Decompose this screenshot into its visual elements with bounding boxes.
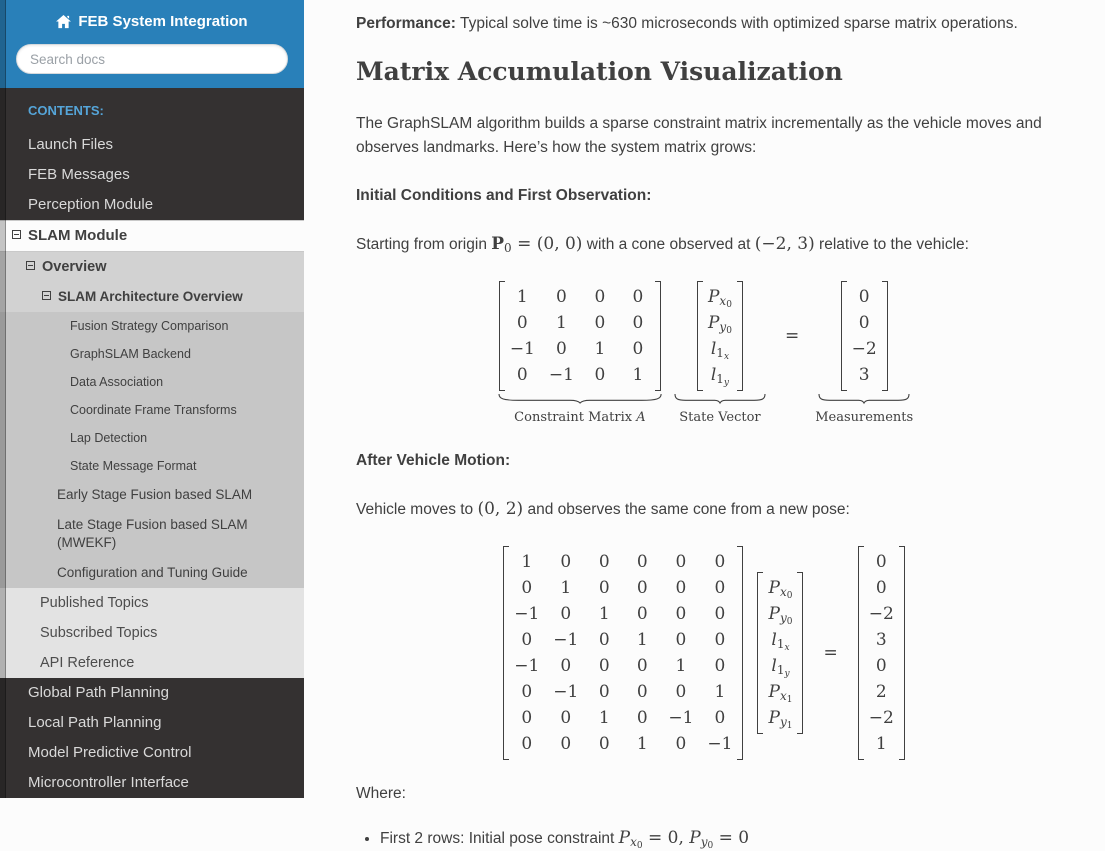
underbrace-icon (499, 394, 661, 403)
constraint-matrix-label: Constraint Matrix A (514, 410, 646, 425)
sidebar-item-label: Configuration and Tuning Guide (57, 565, 248, 580)
collapse-minus-icon[interactable] (12, 230, 21, 239)
measurements-vector-grid: 0 0 −2 3 0 2 −2 1 (858, 546, 905, 760)
sidebar-item-label: Data Association (70, 375, 164, 389)
sidebar-item[interactable] (0, 160, 304, 190)
sidebar-item-label: SLAM Module (28, 227, 128, 244)
state-vector (675, 281, 765, 425)
project-title: FEB System Integration (78, 13, 248, 30)
sidebar-item-label: Global Path Planning (28, 684, 169, 701)
sidebar-item[interactable] (0, 738, 304, 768)
state-vector-label: State Vector (679, 410, 761, 425)
sidebar-item-label: GraphSLAM Backend (70, 347, 191, 361)
subhead-motion: After Vehicle Motion: (356, 452, 511, 469)
sidebar-item-label: State Message Format (70, 459, 197, 473)
contents-caption: CONTENTS: (28, 103, 104, 118)
page-heading: Matrix Accumulation Visualization (356, 57, 843, 86)
sidebar-item[interactable] (0, 558, 304, 588)
sidebar-item-label: SLAM Architecture Overview (58, 289, 243, 304)
constraint-matrix-grid: 1 0 0 0 0 0 0 1 0 0 0 0 −1 0 1 0 0 0 0 −1 0 1 0 0 −1 0 0 0 1 0 0 −1 0 0 0 1 0 0 1 0 −1 0 0 0 0 1 0 −1 (503, 546, 743, 760)
sidebar-item[interactable] (0, 190, 304, 220)
sidebar-item[interactable] (0, 368, 304, 396)
sidebar-item-label: Model Predictive Control (28, 744, 192, 761)
project-home-link[interactable] (16, 13, 288, 31)
sidebar-item[interactable] (0, 480, 304, 510)
state-vector-grid: $P_{x_0}$ $P_{y_0}$ $l_{1_x}$ $l_{1_y}$ $P_{x_1}$ $P_{y_1}$ (757, 572, 803, 734)
main-content (304, 0, 1105, 851)
search-input[interactable] (16, 44, 288, 74)
sidebar-item-label: Launch Files (28, 136, 114, 153)
measurements-vector-grid: 0 0 −2 3 (841, 281, 888, 391)
bullet-item: • First 2 rows: Initial pose constraint $P_{x_0} = 0$, $P_{y_0} = 0$ (380, 826, 1052, 851)
sidebar-item[interactable] (0, 618, 304, 648)
para-initial: Starting from origin $P_0 = (0$, 0) with a cone observed at (−2, 3) relative to the vehicle: (356, 234, 969, 255)
measurements-label: Measurements (815, 410, 914, 425)
subhead-initial: Initial Conditions and First Observation: (356, 187, 652, 204)
sidebar-item-label: Microcontroller Interface (28, 774, 189, 791)
equals-sign: = (823, 643, 838, 663)
sidebar-scrollbar[interactable] (0, 0, 6, 798)
sidebar-item[interactable] (0, 708, 304, 738)
home-icon (56, 15, 71, 29)
sidebar-item[interactable] (0, 648, 304, 678)
sidebar-item-label: Overview (42, 259, 107, 275)
bullet-list (380, 826, 1052, 851)
sidebar-item[interactable] (0, 252, 304, 282)
nav-list (0, 130, 304, 798)
sidebar-item[interactable] (0, 130, 304, 160)
sidebar-item[interactable] (0, 510, 304, 558)
sidebar-item-label: Local Path Planning (28, 714, 162, 731)
collapse-minus-icon[interactable] (42, 291, 51, 300)
state-vector-grid: $P_{x_0}$ $P_{y_0}$ $l_{1_x}$ $l_{1_y}$ (697, 281, 743, 391)
sidebar-item[interactable] (0, 768, 304, 798)
constraint-matrix (499, 281, 661, 425)
sidebar-item[interactable] (0, 588, 304, 618)
sidebar-nav (0, 102, 304, 798)
sidebar-item[interactable] (0, 396, 304, 424)
sidebar-item-label: Early Stage Fusion based SLAM (57, 487, 253, 502)
equation-initial (356, 281, 1052, 425)
sidebar-item-label: Coordinate Frame Transforms (70, 403, 237, 417)
sidebar-item-label: Lap Detection (70, 431, 148, 445)
sidebar-item-label: Late Stage Fusion based SLAM (MWEKF) (57, 517, 248, 550)
sidebar-item[interactable] (0, 424, 304, 452)
sidebar-item[interactable] (0, 282, 304, 312)
document-body (304, 0, 1104, 851)
equals-sign: = (784, 326, 800, 346)
collapse-minus-icon[interactable] (26, 261, 35, 270)
performance-text: Typical solve time is ~630 microseconds with optimized sparse matrix operations. (455, 15, 1018, 32)
intro-paragraph: The GraphSLAM algorithm builds a sparse constraint matrix incrementally as the vehicle moves and observes landmarks. Here’s how the system matrix grows: (356, 115, 1042, 156)
para-motion: Vehicle moves to (0, 2) and observes the same cone from a new pose: (356, 499, 850, 519)
sidebar-item-label: Published Topics (40, 595, 149, 611)
sidebar-item[interactable] (0, 678, 304, 708)
underbrace-icon (819, 394, 909, 403)
where-label: Where: (356, 785, 406, 802)
performance-note (356, 12, 1052, 36)
sidebar-item-label: Perception Module (28, 196, 154, 213)
sidebar-item-label: FEB Messages (28, 166, 130, 183)
sidebar-item-label: Fusion Strategy Comparison (70, 319, 229, 333)
sidebar-item[interactable] (0, 452, 304, 480)
equation-after-motion (356, 546, 1052, 760)
sidebar-item[interactable] (0, 220, 304, 252)
sidebar-item-label: Subscribed Topics (40, 625, 158, 641)
sidebar-item[interactable] (0, 312, 304, 340)
sidebar-item-label: API Reference (40, 655, 135, 671)
sidebar-item[interactable] (0, 340, 304, 368)
sidebar-header (0, 0, 304, 88)
measurements-vector (815, 281, 914, 425)
underbrace-icon (675, 394, 765, 403)
performance-label: Performance: (356, 15, 456, 32)
sidebar (0, 0, 304, 798)
constraint-matrix-grid: 1 0 0 0 0 1 0 0 −1 0 1 0 0 −1 0 1 (499, 281, 661, 391)
